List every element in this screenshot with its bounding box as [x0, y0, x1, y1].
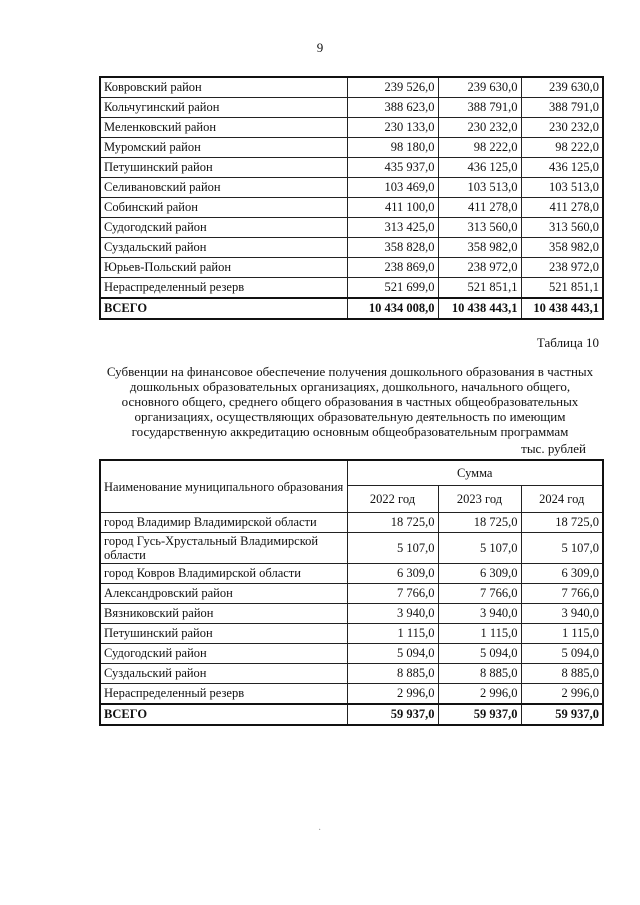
table-row — [100, 664, 603, 684]
value-cell: 521 851,1 — [521, 278, 603, 299]
row-name: Нераспределенный резерв — [100, 684, 347, 705]
total-value-cell: 59 937,0 — [347, 704, 438, 725]
row-name: Меленковский район — [100, 118, 347, 138]
value-cell: 388 791,0 — [521, 98, 603, 118]
header-name: Наименование муниципального образования — [100, 460, 347, 513]
table-row — [100, 158, 603, 178]
value-cell: 230 232,0 — [521, 118, 603, 138]
row-name: Александровский район — [100, 584, 347, 604]
row-name: Суздальский район — [100, 664, 347, 684]
header-sum: Сумма — [347, 460, 603, 486]
value-cell: 18 725,0 — [347, 513, 438, 533]
table-row — [100, 98, 603, 118]
table-row — [100, 77, 603, 98]
row-name: Ковровский район — [100, 77, 347, 98]
row-name: Селивановский район — [100, 178, 347, 198]
value-cell: 103 469,0 — [347, 178, 438, 198]
value-cell: 230 133,0 — [347, 118, 438, 138]
header-year-2024: 2024 год — [521, 486, 603, 513]
value-cell: 5 107,0 — [438, 533, 521, 564]
row-name: город Владимир Владимирской области — [100, 513, 347, 533]
row-name: Кольчугинский район — [100, 98, 347, 118]
value-cell: 5 094,0 — [347, 644, 438, 664]
table-row — [100, 564, 603, 584]
value-cell: 6 309,0 — [438, 564, 521, 584]
unit-label: тыс. рублей — [521, 441, 586, 456]
value-cell: 6 309,0 — [521, 564, 603, 584]
table-row — [100, 258, 603, 278]
value-cell: 436 125,0 — [438, 158, 521, 178]
row-name: Петушинский район — [100, 624, 347, 644]
value-cell: 239 526,0 — [347, 77, 438, 98]
value-cell: 239 630,0 — [521, 77, 603, 98]
value-cell: 1 115,0 — [438, 624, 521, 644]
value-cell: 98 222,0 — [438, 138, 521, 158]
value-cell: 3 940,0 — [438, 604, 521, 624]
header-year-2022: 2022 год — [347, 486, 438, 513]
total-value-cell: 59 937,0 — [521, 704, 603, 725]
value-cell: 3 940,0 — [521, 604, 603, 624]
value-cell: 103 513,0 — [521, 178, 603, 198]
value-cell: 521 699,0 — [347, 278, 438, 299]
page-number: 9 — [316, 40, 324, 55]
value-cell: 358 828,0 — [347, 238, 438, 258]
value-cell: 358 982,0 — [521, 238, 603, 258]
table-row — [100, 684, 603, 705]
value-cell: 358 982,0 — [438, 238, 521, 258]
value-cell: 239 630,0 — [438, 77, 521, 98]
total-value-cell: 10 438 443,1 — [438, 298, 521, 319]
total-value-cell: 10 434 008,0 — [347, 298, 438, 319]
table-row — [100, 604, 603, 624]
value-cell: 2 996,0 — [347, 684, 438, 705]
value-cell: 8 885,0 — [438, 664, 521, 684]
value-cell: 238 869,0 — [347, 258, 438, 278]
value-cell: 5 094,0 — [438, 644, 521, 664]
value-cell: 98 180,0 — [347, 138, 438, 158]
row-name: Юрьев-Польский район — [100, 258, 347, 278]
table-row — [100, 644, 603, 664]
table2-body — [100, 513, 603, 726]
table-row — [100, 178, 603, 198]
table-row — [100, 584, 603, 604]
table-row — [100, 138, 603, 158]
scan-speck: · — [318, 825, 322, 836]
total-value-cell: 10 438 443,1 — [521, 298, 603, 319]
value-cell: 436 125,0 — [521, 158, 603, 178]
value-cell: 98 222,0 — [521, 138, 603, 158]
subvention-table — [99, 459, 604, 726]
value-cell: 7 766,0 — [347, 584, 438, 604]
value-cell: 313 560,0 — [521, 218, 603, 238]
value-cell: 435 937,0 — [347, 158, 438, 178]
row-name: Муромский район — [100, 138, 347, 158]
value-cell: 238 972,0 — [521, 258, 603, 278]
value-cell: 411 278,0 — [438, 198, 521, 218]
total-row — [100, 704, 603, 725]
table-caption: Субвенции на финансовое обеспечение получения дошкольного образования в частных дошкольных образовательных организациях, дошкольного, начального общего, основного общего, среднего общего образования в частных общеобразовательных организациях, осуществляющих образовательную деятельность по имеющим государственную аккредитацию основным общеобразовательным программам — [106, 364, 594, 439]
row-name: Вязниковский район — [100, 604, 347, 624]
value-cell: 8 885,0 — [347, 664, 438, 684]
value-cell: 5 107,0 — [521, 533, 603, 564]
row-name: Нераспределенный резерв — [100, 278, 347, 299]
table-row — [100, 238, 603, 258]
value-cell: 313 560,0 — [438, 218, 521, 238]
value-cell: 8 885,0 — [521, 664, 603, 684]
row-name: Петушинский район — [100, 158, 347, 178]
row-name: город Ковров Владимирской области — [100, 564, 347, 584]
row-name: город Гусь-Хрустальный Владимирской области — [100, 533, 347, 564]
value-cell: 521 851,1 — [438, 278, 521, 299]
allocation-table-continued — [99, 76, 604, 320]
header-year-2023: 2023 год — [438, 486, 521, 513]
value-cell: 5 107,0 — [347, 533, 438, 564]
value-cell: 238 972,0 — [438, 258, 521, 278]
total-row — [100, 298, 603, 319]
value-cell: 18 725,0 — [438, 513, 521, 533]
table-row — [100, 198, 603, 218]
value-cell: 1 115,0 — [521, 624, 603, 644]
table-row — [100, 624, 603, 644]
row-name: Судогодский район — [100, 218, 347, 238]
value-cell: 2 996,0 — [521, 684, 603, 705]
table2-header — [100, 460, 603, 513]
value-cell: 5 094,0 — [521, 644, 603, 664]
row-name: Судогодский район — [100, 644, 347, 664]
value-cell: 411 278,0 — [521, 198, 603, 218]
row-name: Суздальский район — [100, 238, 347, 258]
value-cell: 7 766,0 — [438, 584, 521, 604]
value-cell: 230 232,0 — [438, 118, 521, 138]
value-cell: 2 996,0 — [438, 684, 521, 705]
value-cell: 388 623,0 — [347, 98, 438, 118]
total-row-name: ВСЕГО — [100, 298, 347, 319]
value-cell: 313 425,0 — [347, 218, 438, 238]
table-row — [100, 513, 603, 533]
table-row — [100, 278, 603, 299]
value-cell: 6 309,0 — [347, 564, 438, 584]
value-cell: 3 940,0 — [347, 604, 438, 624]
table1-body — [100, 77, 603, 319]
table-row — [100, 118, 603, 138]
table-label: Таблица 10 — [536, 335, 599, 350]
value-cell: 1 115,0 — [347, 624, 438, 644]
value-cell: 103 513,0 — [438, 178, 521, 198]
table-row — [100, 533, 603, 564]
table-row — [100, 218, 603, 238]
total-value-cell: 59 937,0 — [438, 704, 521, 725]
row-name: Собинский район — [100, 198, 347, 218]
value-cell: 411 100,0 — [347, 198, 438, 218]
value-cell: 7 766,0 — [521, 584, 603, 604]
value-cell: 388 791,0 — [438, 98, 521, 118]
value-cell: 18 725,0 — [521, 513, 603, 533]
total-row-name: ВСЕГО — [100, 704, 347, 725]
